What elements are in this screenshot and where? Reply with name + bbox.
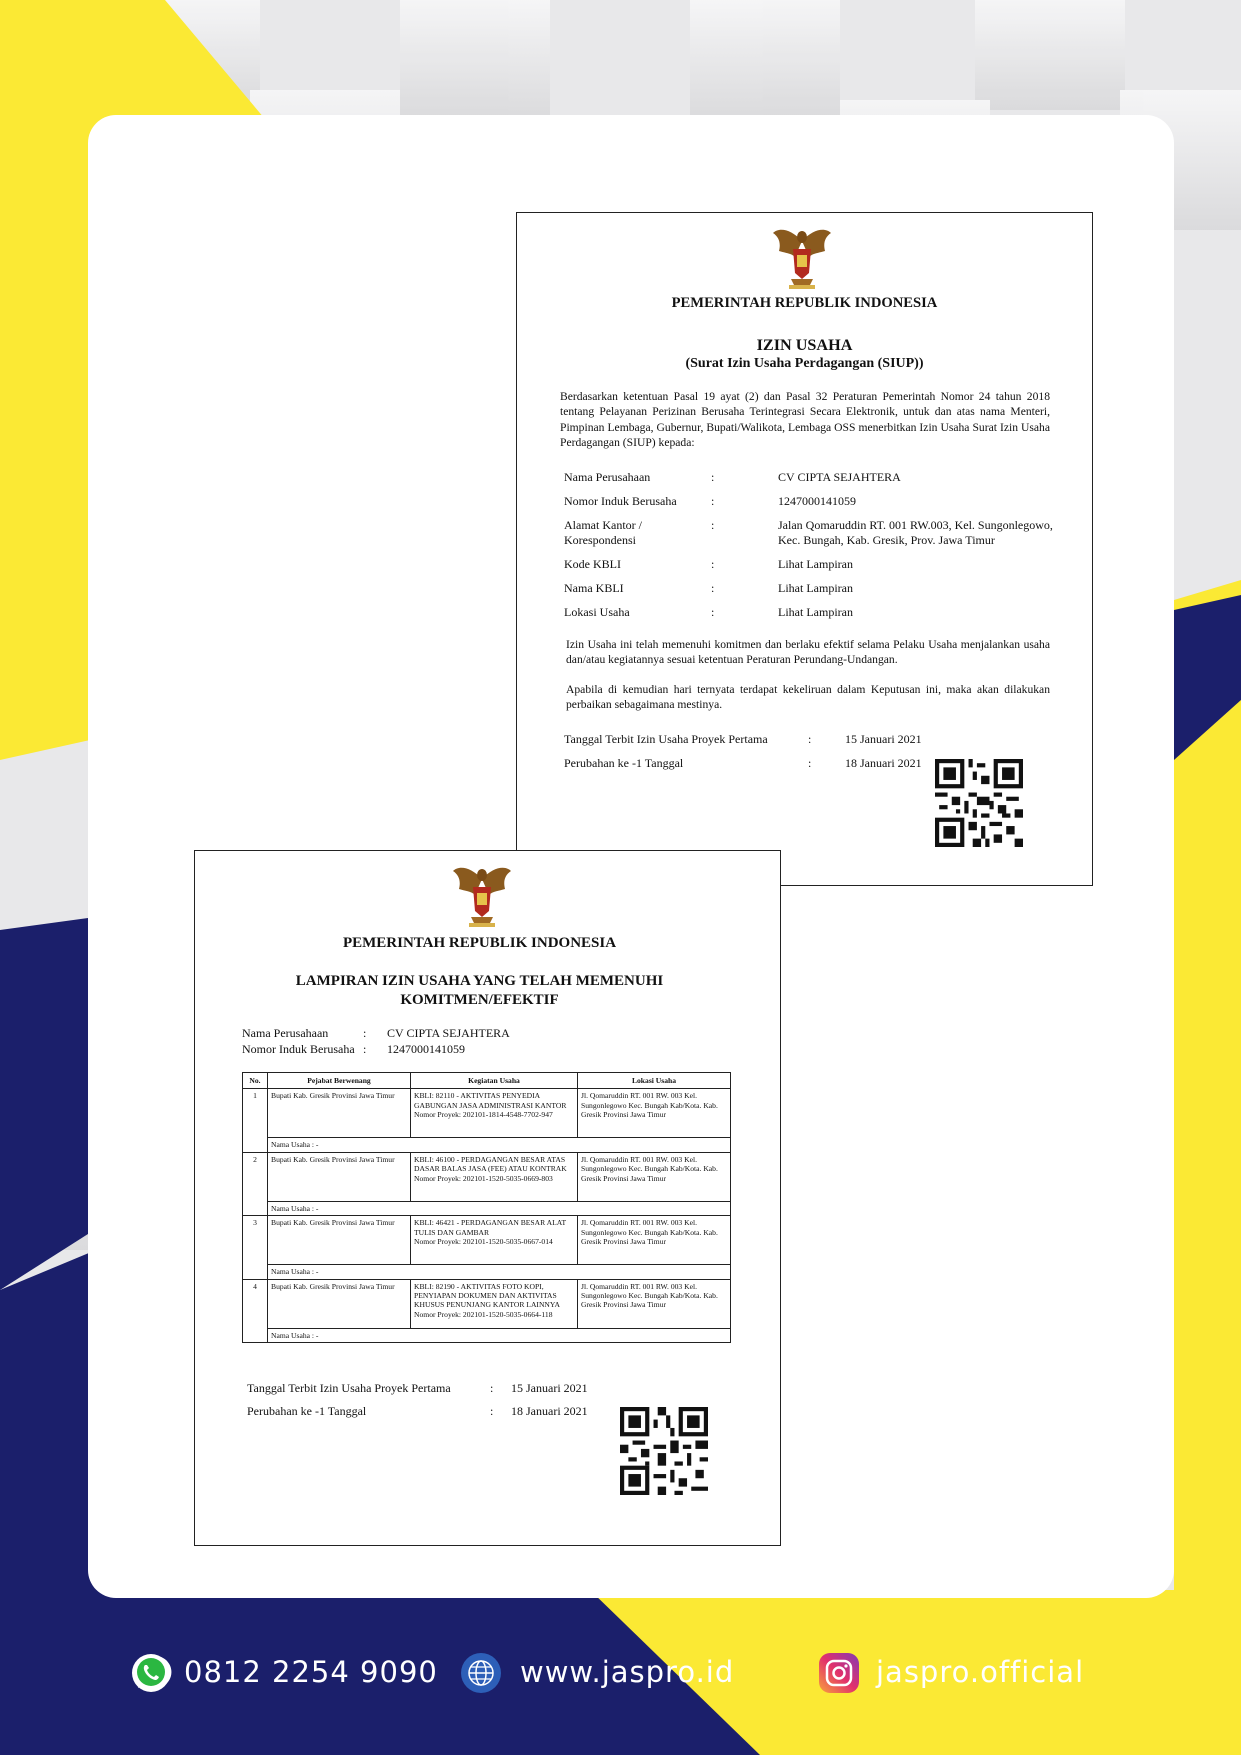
izin-usaha-document [516, 212, 1093, 886]
field-lokasi: Lokasi Usaha : Lihat Lampiran [564, 605, 853, 619]
field-company: Nama Perusahaan : CV CIPTA SEJAHTERA [564, 470, 901, 484]
correction-paragraph: Apabila di kemudian hari ternyata terdapat kekeliruan dalam Keputusan ini, maka akan dilakukan perbaikan sebagaimana mestinya. [566, 683, 1050, 712]
phone-number[interactable]: 0812 2254 9090 [184, 1655, 438, 1689]
table-row: 4 Bupati Kab. Gresik Provinsi Jawa Timur KBLI: 82190 - AKTIVITAS FOTO KOPI, PENYIAPAN DOKUMEN DAN AKTIVITAS KHUSUS PENUNJANG KANTOR LAINNYA Nomor Proyek: 202101-1520-5035-0664-118 Jl. Qomaruddin RT. 001 RW. 003 Kel. Sungonlegowo Kec. Bungah Kab/Kota. Kab. Gresik Provinsi Jawa Timur [243, 1279, 731, 1328]
change-date-row: Perubahan ke -1 Tanggal : 18 Januari 2021 [564, 756, 922, 770]
intro-paragraph: Berdasarkan ketentuan Pasal 19 ayat (2) dan Pasal 32 Peraturan Pemerintah Nomor 24 tahun 2018 tentang Pelayanan Perizinan Berusaha Terintegrasi Secara Elektronik, untuk dan atas nama Menteri, Pimpinan Lembaga, Gubernur, Bupati/Walikota, Lembaga OSS menerbitkan Izin Usaha Surat Izin Usaha Perdagangan (SIUP) kepada: [560, 390, 1050, 449]
field-nib: Nomor Induk Berusaha : 1247000141059 [564, 494, 856, 508]
table-row: 2 Bupati Kab. Gresik Provinsi Jawa Timur KBLI: 46100 - PERDAGANGAN BESAR ATAS DASAR BALAS JASA (FEE) ATAU KONTRAK Nomor Proyek: 202101-1520-5035-0669-803 Jl. Qomaruddin RT. 001 RW. 003 Kel. Sungonlegowo Kec. Bungah Kab/Kota. Kab. Gresik Provinsi Jawa Timur [243, 1152, 731, 1201]
instagram-icon [818, 1652, 860, 1694]
th-pejabat: Pejabat Berwenang [268, 1073, 411, 1089]
garuda-emblem [771, 223, 833, 291]
qr-code [935, 759, 1023, 847]
table-row: 1 Bupati Kab. Gresik Provinsi Jawa Timur KBLI: 82110 - AKTIVITAS PENYEDIA GABUNGAN JASA ADMINISTRASI KANTOR Nomor Proyek: 202101-1814-4548-7702-947 Jl. Qomaruddin RT. 001 RW. 003 Kel. Sungonlegowo Kec. Bungah Kab/Kota. Kab. Gresik Provinsi Jawa Timur [243, 1089, 731, 1138]
field-kode-kbli: Kode KBLI : Lihat Lampiran [564, 557, 853, 571]
lampiran-title-line1: LAMPIRAN IZIN USAHA YANG TELAH MEMENUHI [295, 973, 664, 989]
instagram-handle[interactable]: jaspro.official [876, 1655, 1085, 1689]
gov-title: PEMERINTAH REPUBLIK INDONESIA [671, 295, 938, 311]
issue-date-row: Tanggal Terbit Izin Usaha Proyek Pertama : 15 Januari 2021 [247, 1381, 588, 1395]
lampiran-title-line2: KOMITMEN/EFEKTIF [400, 992, 559, 1008]
permit-subtitle: (Surat Izin Usaha Perdagangan (SIUP)) [685, 356, 924, 371]
lampiran-table [242, 1072, 731, 1343]
permit-title: IZIN USAHA [756, 336, 853, 354]
gov-title: PEMERINTAH REPUBLIK INDONESIA [342, 935, 617, 951]
field-nama-kbli: Nama KBLI : Lihat Lampiran [564, 581, 853, 595]
globe-icon [460, 1652, 502, 1694]
nib-row: Nomor Induk Berusaha : 1247000141059 [242, 1042, 465, 1056]
table-row: 3 Bupati Kab. Gresik Provinsi Jawa Timur KBLI: 46421 - PERDAGANGAN BESAR ALAT TULIS DAN GAMBAR Nomor Proyek: 202101-1520-5035-0667-014 Jl. Qomaruddin RT. 001 RW. 003 Kel. Sungonlegowo Kec. Bungah Kab/Kota. Kab. Gresik Provinsi Jawa Timur [243, 1216, 731, 1265]
th-lokasi: Lokasi Usaha [578, 1073, 731, 1089]
table-subrow: Nama Usaha : - [243, 1328, 731, 1342]
garuda-emblem [451, 861, 513, 929]
lampiran-document [194, 850, 781, 1546]
whatsapp-icon [130, 1652, 172, 1694]
table-subrow: Nama Usaha : - [243, 1138, 731, 1152]
field-address: Alamat Kantor / Korespondensi : Jalan Qomaruddin RT. 001 RW.003, Kel. Sungonlegowo, Kec. Bungah, Kab. Gresik, Prov. Jawa Timur [564, 518, 1053, 547]
change-date-row: Perubahan ke -1 Tanggal : 18 Januari 2021 [247, 1404, 588, 1418]
validity-paragraph: Izin Usaha ini telah memenuhi komitmen dan berlaku efektif selama Pelaku Usaha menjalankan usaha dan/atau kegiatannya sesuai ketentuan Peraturan Perundang-Undangan. [566, 638, 1050, 667]
issue-date-row: Tanggal Terbit Izin Usaha Proyek Pertama : 15 Januari 2021 [564, 732, 922, 746]
qr-code [620, 1407, 708, 1495]
website-link[interactable]: www.jaspro.id [520, 1655, 735, 1689]
table-subrow: Nama Usaha : - [243, 1201, 731, 1215]
th-kegiatan: Kegiatan Usaha [411, 1073, 578, 1089]
th-no: No. [243, 1073, 268, 1089]
company-row: Nama Perusahaan : CV CIPTA SEJAHTERA [242, 1026, 510, 1040]
table-subrow: Nama Usaha : - [243, 1265, 731, 1279]
